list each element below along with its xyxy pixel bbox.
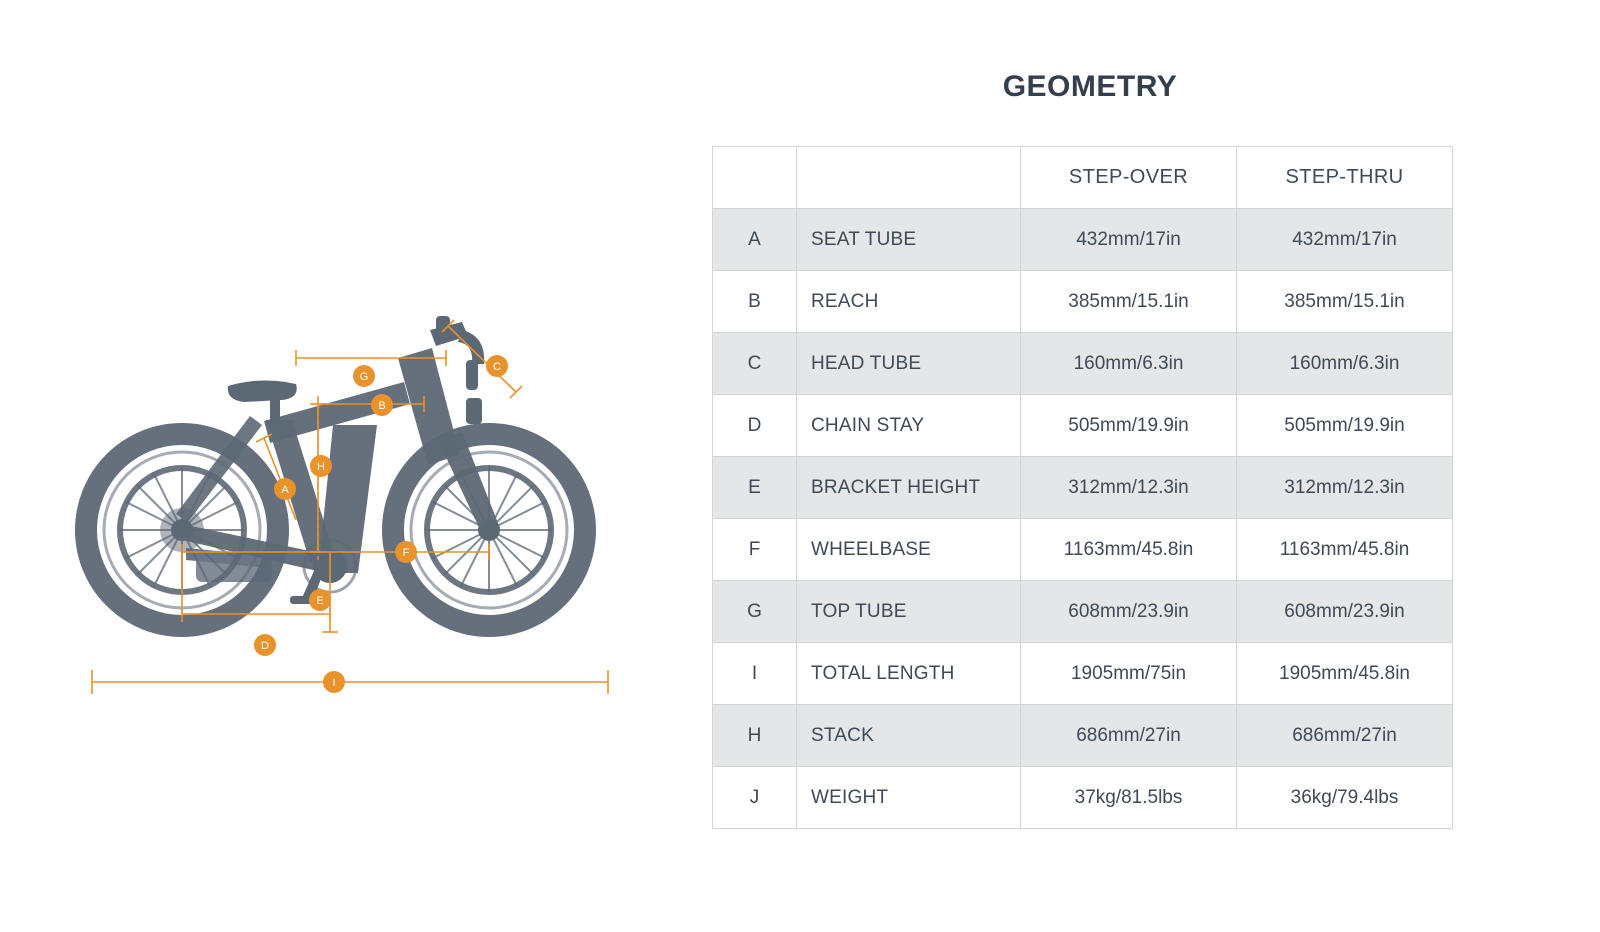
geometry-table-pane xyxy=(700,0,1600,932)
front-light-icon xyxy=(466,398,482,424)
badge-label-b: B xyxy=(378,400,386,412)
badge-label-g: G xyxy=(359,371,369,383)
row-step-over: 686mm/27in xyxy=(1021,705,1237,767)
table-row xyxy=(713,643,1453,705)
rear-rack-icon xyxy=(186,548,272,582)
row-step-thru: 505mm/19.9in xyxy=(1237,395,1453,457)
row-step-thru: 608mm/23.9in xyxy=(1237,581,1453,643)
badge-b xyxy=(371,394,393,416)
row-step-over: 1905mm/75in xyxy=(1021,643,1237,705)
row-name: TOP TUBE xyxy=(797,581,1021,643)
table-header-row xyxy=(713,147,1453,209)
badge-label-i: I xyxy=(332,677,336,689)
badge-label-a: A xyxy=(281,484,289,496)
header-step-over: STEP-OVER xyxy=(1021,147,1237,209)
row-letter: H xyxy=(713,705,797,767)
row-name: BRACKET HEIGHT xyxy=(797,457,1021,519)
row-letter: D xyxy=(713,395,797,457)
page-title: GEOMETRY xyxy=(1002,70,1178,103)
bike-diagram-pane xyxy=(0,0,700,932)
table-row xyxy=(713,581,1453,643)
row-step-thru: 686mm/27in xyxy=(1237,705,1453,767)
row-name: TOTAL LENGTH xyxy=(797,643,1021,705)
row-step-over: 385mm/15.1in xyxy=(1021,271,1237,333)
badge-c xyxy=(486,355,508,377)
row-letter: B xyxy=(713,271,797,333)
row-step-over: 608mm/23.9in xyxy=(1021,581,1237,643)
row-letter: F xyxy=(713,519,797,581)
geometry-table xyxy=(712,146,1453,829)
row-step-over: 312mm/12.3in xyxy=(1021,457,1237,519)
badge-h xyxy=(310,455,332,477)
row-letter: G xyxy=(713,581,797,643)
badge-d xyxy=(254,634,276,656)
row-step-over: 432mm/17in xyxy=(1021,209,1237,271)
row-name: STACK xyxy=(797,705,1021,767)
row-letter: E xyxy=(713,457,797,519)
row-step-thru: 312mm/12.3in xyxy=(1237,457,1453,519)
header-step-thru: STEP-THRU xyxy=(1237,147,1453,209)
row-step-over: 37kg/81.5lbs xyxy=(1021,767,1237,829)
table-row xyxy=(713,209,1453,271)
badge-label-h: H xyxy=(317,461,325,473)
row-name: CHAIN STAY xyxy=(797,395,1021,457)
badge-f xyxy=(395,541,417,563)
badge-label-c: C xyxy=(493,361,501,373)
table-body xyxy=(713,209,1453,829)
row-step-thru: 385mm/15.1in xyxy=(1237,271,1453,333)
table-row xyxy=(713,395,1453,457)
row-step-thru: 36kg/79.4lbs xyxy=(1237,767,1453,829)
badge-label-e: E xyxy=(316,595,324,607)
row-letter: C xyxy=(713,333,797,395)
row-letter: J xyxy=(713,767,797,829)
badge-label-d: D xyxy=(261,640,269,652)
row-step-over: 505mm/19.9in xyxy=(1021,395,1237,457)
row-name: WHEELBASE xyxy=(797,519,1021,581)
row-step-thru: 160mm/6.3in xyxy=(1237,333,1453,395)
row-step-thru: 1905mm/45.8in xyxy=(1237,643,1453,705)
table-row xyxy=(713,519,1453,581)
row-letter: I xyxy=(713,643,797,705)
badge-i xyxy=(323,671,345,693)
badge-g xyxy=(353,365,375,387)
row-step-thru: 432mm/17in xyxy=(1237,209,1453,271)
row-letter: A xyxy=(713,209,797,271)
table-row xyxy=(713,333,1453,395)
row-name: WEIGHT xyxy=(797,767,1021,829)
badge-e xyxy=(309,589,331,611)
table-row xyxy=(713,457,1453,519)
bike-geometry-diagram xyxy=(0,0,700,932)
header-blank-name xyxy=(797,147,1021,209)
badge-label-f: F xyxy=(402,547,410,559)
header-blank-letter xyxy=(713,147,797,209)
row-name: REACH xyxy=(797,271,1021,333)
badge-a xyxy=(274,478,296,500)
measure-line-c xyxy=(448,326,516,392)
row-step-over: 1163mm/45.8in xyxy=(1021,519,1237,581)
table-row xyxy=(713,705,1453,767)
row-name: HEAD TUBE xyxy=(797,333,1021,395)
bike-illustration xyxy=(86,316,585,626)
row-name: SEAT TUBE xyxy=(797,209,1021,271)
table-row xyxy=(713,767,1453,829)
row-step-over: 160mm/6.3in xyxy=(1021,333,1237,395)
row-step-thru: 1163mm/45.8in xyxy=(1237,519,1453,581)
table-row xyxy=(713,271,1453,333)
